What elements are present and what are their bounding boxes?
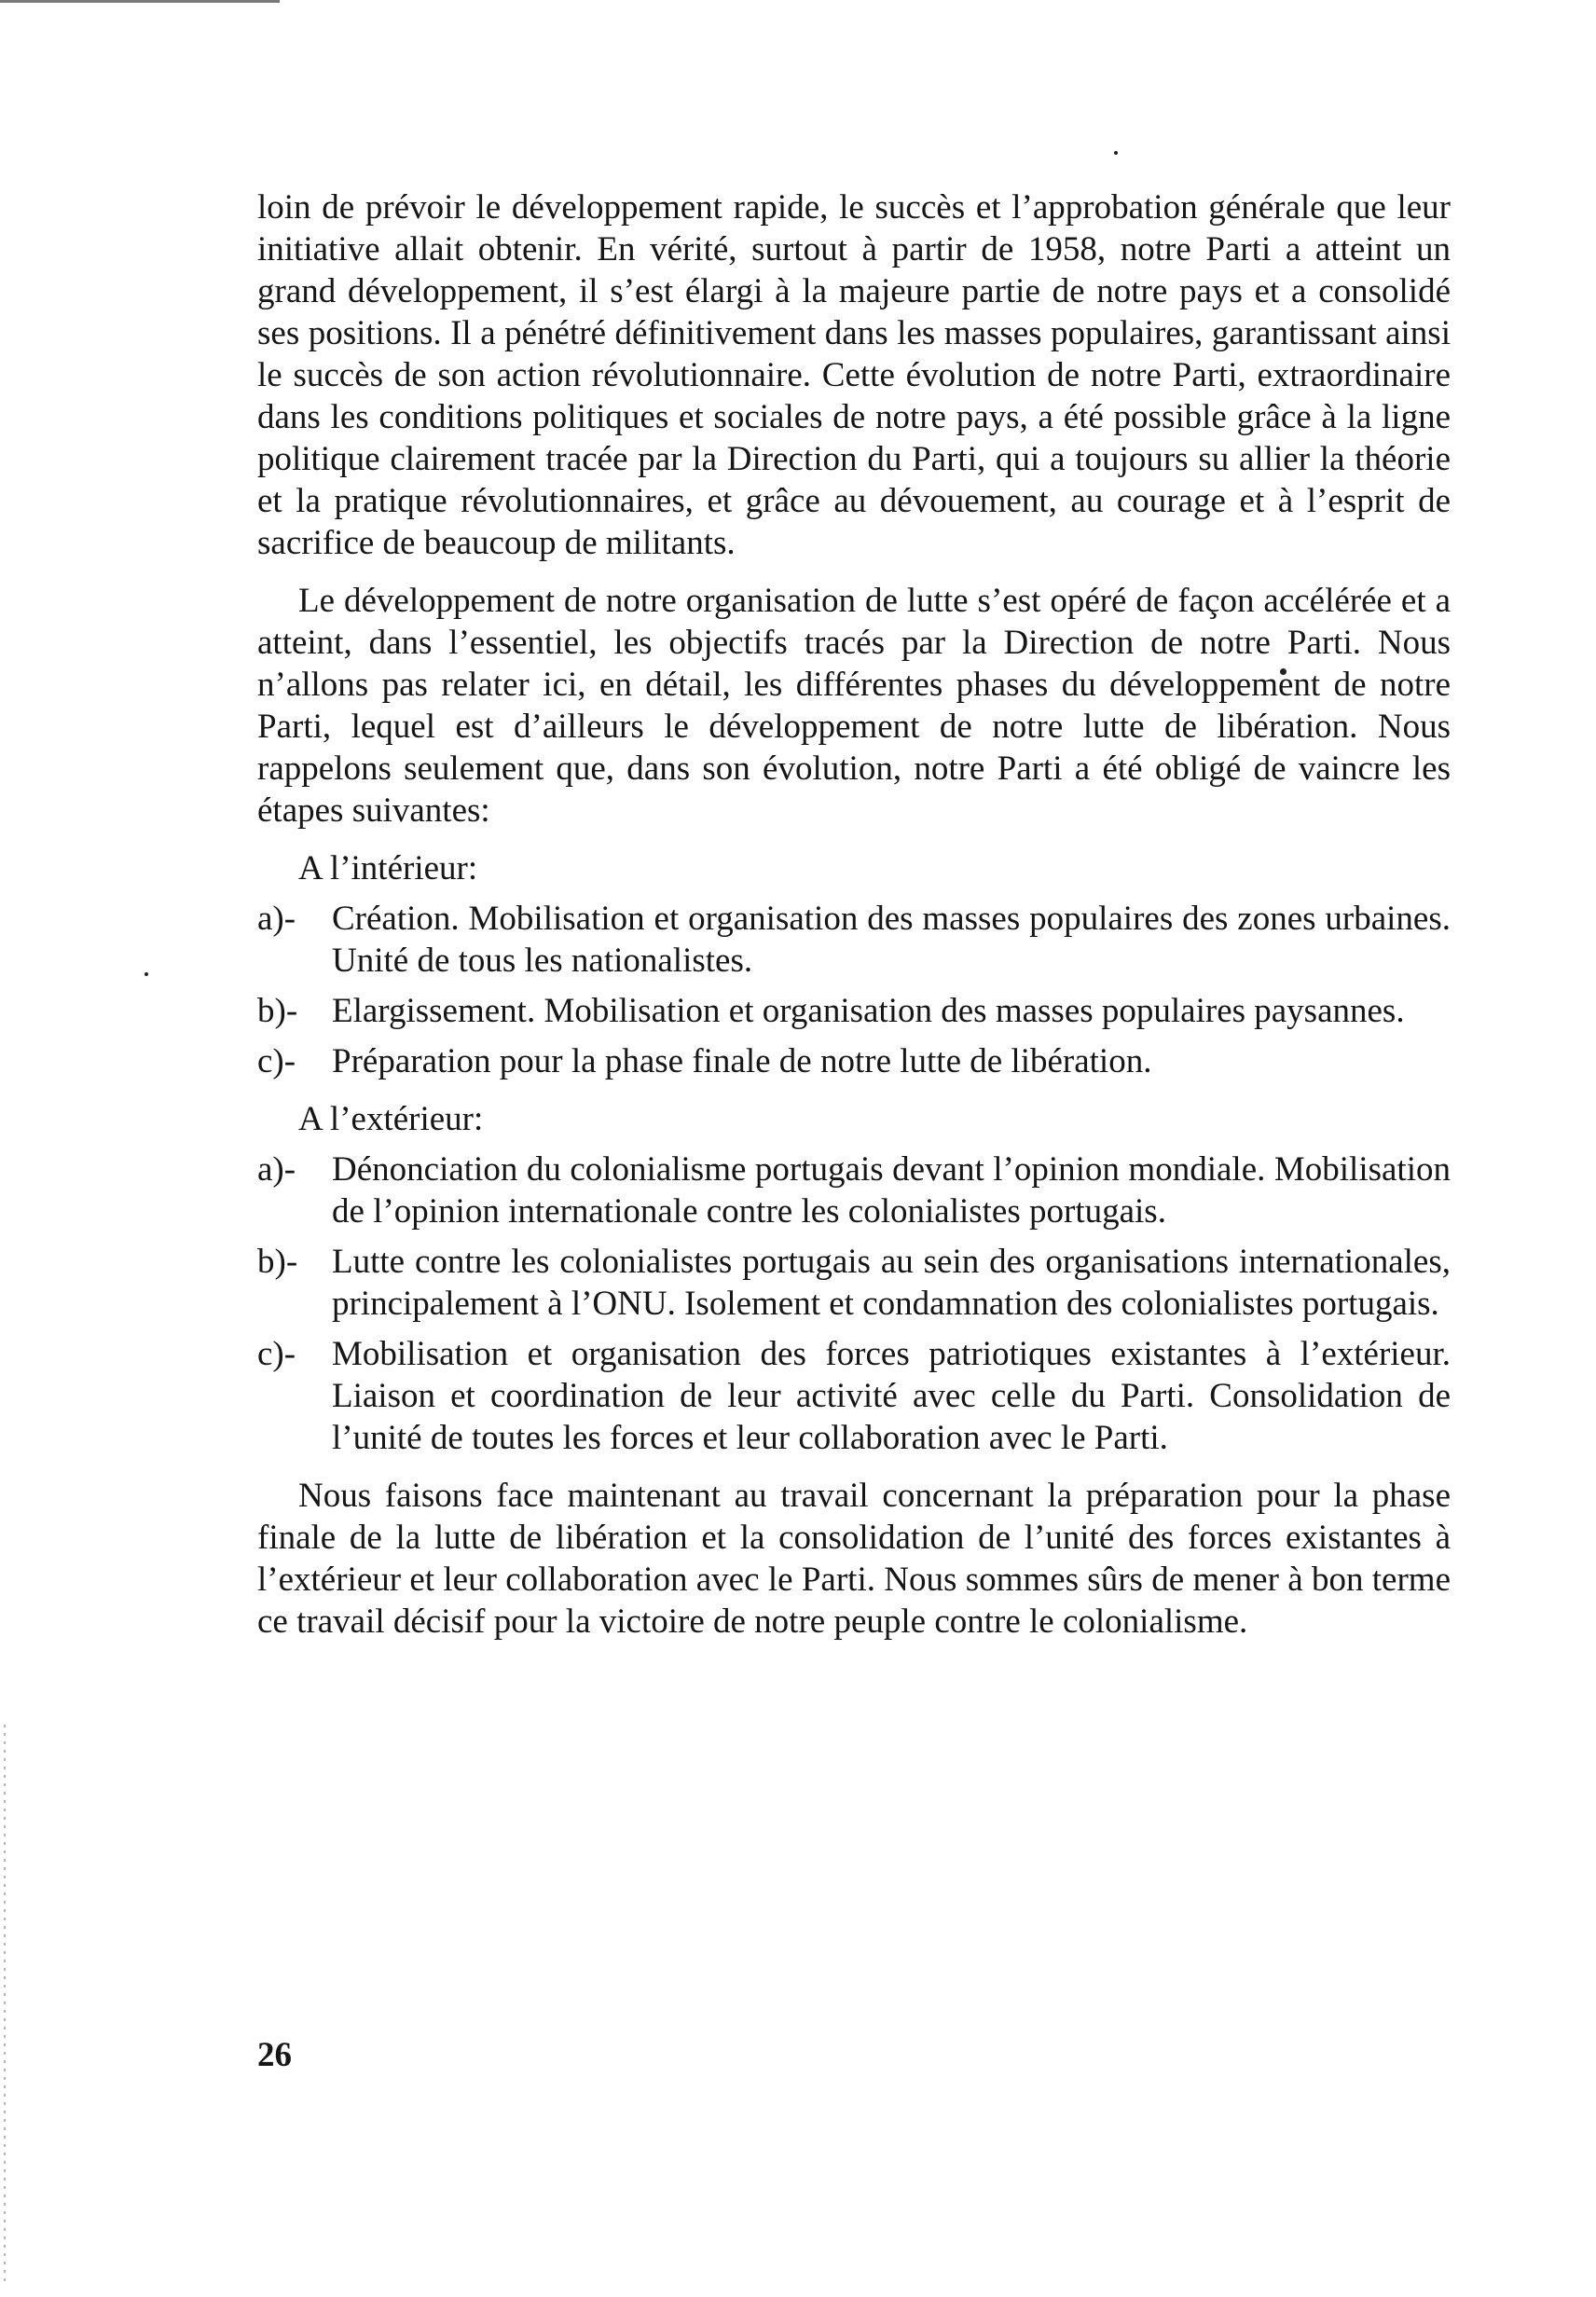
list-marker: c)- <box>257 1335 296 1373</box>
list-marker: b)- <box>257 992 298 1030</box>
paragraph-1: loin de prévoir le développement rapide, le succès et l’approbation générale que leur initiative allait obtenir. En vérité, surtout à partir de 1958, notre Parti a atteint un grand développement, il s’est élargi à la majeure partie de notre pays et a consolidé ses positions. Il a pénétré définitivement dans les masses populaires, garantissant ainsi le succès de son action révolutionnaire. Cette évolution de notre Parti, extraordinaire dans les conditions politiques et sociales de notre pays, a été possible grâce à la ligne politique clairement tracée par la Direction du Parti, qui a toujours su allier la théorie et la pratique révolutionnaires, et grâce au dévouement, au courage et à l’esprit de sacrifice de beaucoup de militants. <box>257 188 1451 562</box>
ink-speck <box>1114 151 1118 155</box>
list-item <box>257 1040 1451 1082</box>
interior-heading: A l’intérieur: <box>298 849 478 887</box>
list-item-text: Elargissement. Mobilisation et organisation des masses populaires paysannes. <box>332 992 1405 1030</box>
list-item <box>257 1241 1451 1325</box>
list-item <box>257 1148 1451 1232</box>
list-item-text: Création. Mobilisation et organisation des masses populaires des zones urbaines. Unité de tous les nationalistes. <box>332 900 1451 980</box>
list-item <box>257 1333 1451 1459</box>
interior-list <box>257 898 1451 1082</box>
list-marker: c)- <box>257 1042 296 1080</box>
list-item <box>257 990 1451 1032</box>
left-binding-edge <box>4 1725 6 2284</box>
list-marker: a)- <box>257 900 296 938</box>
exterior-heading: A l’extérieur: <box>298 1100 484 1138</box>
list-item-text: Dénonciation du colonialisme portugais devant l’opinion mondiale. Mobilisation de l’opinion internationale contre les colonialistes portugais. <box>332 1150 1451 1231</box>
list-item-text: Mobilisation et organisation des forces patriotiques existantes à l’extérieur. Liaison et coordination de leur activité avec celle du Parti. Consolidation de l’unité de toutes les forces et leur collaboration avec le Parti. <box>332 1335 1451 1457</box>
list-marker: b)- <box>257 1243 298 1281</box>
list-item-text: Préparation pour la phase finale de notre lutte de libération. <box>332 1042 1152 1080</box>
ink-speck <box>144 972 148 976</box>
list-marker: a)- <box>257 1150 296 1189</box>
exterior-list <box>257 1148 1451 1459</box>
page-number: 26 <box>257 2036 292 2074</box>
paragraph-2: Le développement de notre organisation de lutte s’est opéré de façon accélérée et a atteint, dans l’essentiel, les objectifs tracés par la Direction de notre Parti. Nous n’allons pas relater ici, en détail, les différentes phases du développement de notre Parti, lequel est d’ailleurs le développement de notre lutte de libération. Nous rappelons seulement que, dans son évolution, notre Parti a été obligé de vaincre les étapes suivantes: <box>257 582 1451 830</box>
top-edge-rule <box>0 0 280 3</box>
list-item-text: Lutte contre les colonialistes portugais au sein des organisations internationales, principalement à l’ONU. Isolement et condamnation des colonialistes portugais. <box>332 1243 1451 1323</box>
list-item <box>257 898 1451 982</box>
paragraph-3: Nous faisons face maintenant au travail concernant la préparation pour la phase finale de la lutte de libération et la consolidation de l’unité des forces existantes à l’extérieur et leur collaboration avec le Parti. Nous sommes sûrs de mener à bon terme ce travail décisif pour la victoire de notre peuple contre le colonialisme. <box>257 1477 1451 1641</box>
body-text <box>257 186 1451 1643</box>
